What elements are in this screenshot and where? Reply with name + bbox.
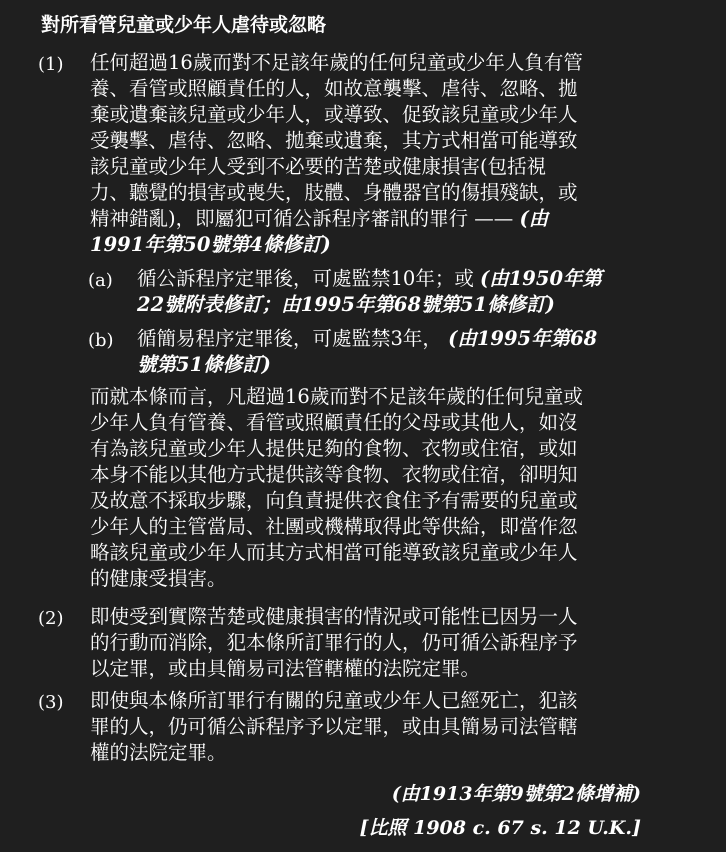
text-line: 受襲擊、虐待、忽略、拋棄或遺棄，其方式相當可能導致 — [90, 129, 578, 152]
text-line: 循公訴程序定罪後，可處監禁10年；或 (由1950年第 — [137, 267, 603, 290]
text-line: 的健康受損害。 — [90, 567, 227, 590]
text-line: 少年人的主管當局、社團或機構取得此等供給，即當作忽 — [90, 515, 578, 538]
text-line: 任何超過16歲而對不足該年歲的任何兒童或少年人負有管 — [90, 51, 583, 74]
amendment-note: (由 — [519, 207, 549, 230]
continuation-text — [90, 384, 639, 592]
text-line: 有為該兒童或少年人提供足夠的食物、衣物或住宿，或如 — [90, 437, 578, 460]
comparative-reference: [比照 1908 c. 67 s. 12 U.K.] — [359, 817, 641, 839]
text-line: 及故意不採取步驟，向負責提供衣食住予有需要的兒童或 — [90, 489, 578, 512]
text-line: 而就本條而言，凡超過16歲而對不足該年歲的任何兒童或 — [90, 385, 583, 408]
text-line: 該兒童或少年人受到不必要的苦楚或健康損害(包括視 — [90, 155, 547, 178]
text-line: 精神錯亂)，即屬犯可循公訴程序審訊的罪行 —— (由 — [90, 207, 549, 230]
text-line: 權的法院定罪。 — [90, 741, 227, 764]
text-line: 的行動而消除，犯本條所訂罪行的人，仍可循公訴程序予 — [90, 631, 578, 654]
subsection-1-number: (1) — [38, 54, 64, 75]
subsection-1-text — [90, 50, 639, 258]
amendment-note: (由1995年第68 — [448, 327, 598, 350]
subsection-3-number: (3) — [38, 692, 64, 713]
amendment-note: 22號附表修訂；由1995年第68號第51條修訂) — [137, 293, 555, 316]
text-line: 本身不能以其他方式提供該等食物、衣物或住宿，卻明知 — [90, 463, 578, 486]
text-line: 略該兒童或少年人而其方式相當可能導致該兒童或少年人 — [90, 541, 578, 564]
amendment-note: 1991年第50號第4條修訂) — [90, 233, 331, 256]
text-line: 棄或遺棄該兒童或少年人，或導致、促致該兒童或少年人 — [90, 103, 578, 126]
amendment-note: 號第51條修訂) — [137, 353, 271, 376]
text-line: 少年人負有管養、看管或照顧責任的父母或其他人，如沒 — [90, 411, 578, 434]
text-line: 即使與本條所訂罪行有關的兒童或少年人已經死亡，犯該 — [90, 689, 578, 712]
amendment-note: (由1950年第 — [480, 267, 603, 290]
text-line: 即使受到實際苦楚或健康損害的情況或可能性已因另一人 — [90, 605, 578, 628]
text-line: 養、看管或照顧責任的人，如故意襲擊、虐待、忽略、拋 — [90, 77, 578, 100]
text-line: 以定罪，或由具簡易司法管轄權的法院定罪。 — [90, 657, 481, 680]
text-line: 罪的人，仍可循公訴程序予以定罪，或由具簡易司法管轄 — [90, 715, 578, 738]
paragraph-a-text — [137, 266, 647, 318]
section-heading: 對所看管兒童或少年人虐待或忽略 — [41, 14, 327, 36]
paragraph-b-text — [137, 326, 647, 378]
subsection-2-text — [90, 604, 639, 682]
text-line: 循簡易程序定罪後，可處監禁3年， (由1995年第68 — [137, 327, 598, 350]
subsection-2-number: (2) — [38, 608, 64, 629]
enactment-note: (由1913年第9號第2條增補) — [391, 783, 641, 805]
paragraph-a-number: (a) — [88, 270, 113, 291]
paragraph-b-number: (b) — [88, 330, 114, 351]
subsection-3-text — [90, 688, 639, 766]
text-line: 力、聽覺的損害或喪失，肢體、身體器官的傷損殘缺，或 — [90, 181, 578, 204]
